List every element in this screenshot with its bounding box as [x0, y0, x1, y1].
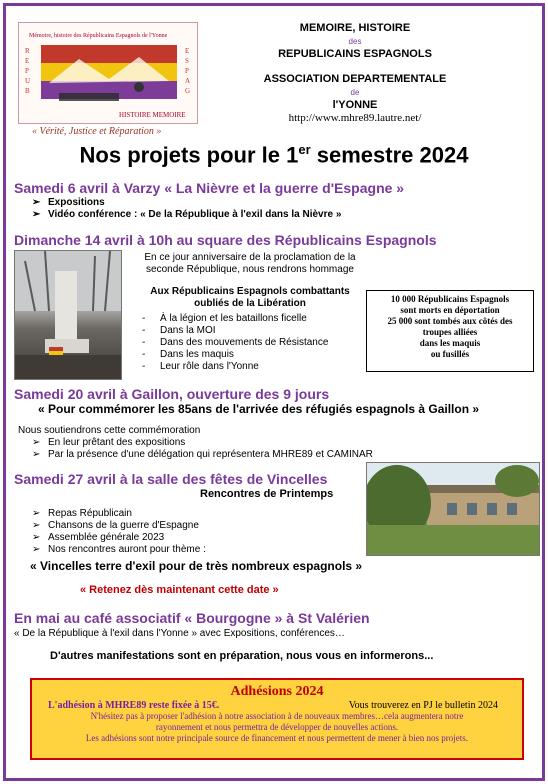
monument-photo: [14, 250, 122, 380]
svg-text:B: B: [25, 87, 30, 95]
event3-list: [32, 437, 373, 461]
event5-text: « De la République à l'exil dans l'Yonne » avec Expositions, conférences…: [14, 628, 345, 639]
list-item: - Dans les maquis: [138, 349, 328, 361]
list-item: - Dans des mouvements de Résistance: [138, 337, 328, 349]
association-header: [230, 22, 480, 125]
page-title: Nos projets pour le 1er semestre 2024: [79, 142, 469, 168]
svg-text:S: S: [185, 57, 189, 65]
list-item: ➢ Assemblée générale 2023: [32, 532, 206, 544]
statistics-box: 10 000 Républicains Espagnols sont morts en déportation 25 000 sont tombés aux côtés des troupes alliées dans les maquis ou fusillés: [366, 290, 534, 372]
list-item: ➢ Nos rencontres auront pour thème :: [32, 544, 206, 556]
event2-list: [138, 313, 328, 373]
event4-heading: Samedi 27 avril à la salle des fêtes de Vincelles: [14, 471, 328, 487]
website-link[interactable]: http://www.mhre89.lautre.net/: [288, 112, 422, 124]
header-line3: REPUBLICAINS ESPAGNOLS: [278, 48, 432, 60]
event2-heading: Dimanche 14 avril à 10h au square des Républicains Espagnols: [14, 232, 437, 248]
svg-text:U: U: [25, 77, 31, 85]
svg-text:P: P: [25, 67, 29, 75]
closing-note: D'autres manifestations sont en préparation, nous vous en informerons...: [50, 650, 434, 662]
vincelles-hall-photo: [366, 462, 540, 556]
event3-intro: Nous soutiendrons cette commémoration: [18, 425, 201, 436]
list-item: ➢ Vidéo conférence : « De la République à l'exil dans la Nièvre »: [32, 209, 341, 221]
list-item: - Leur rôle dans l'Yonne: [138, 361, 328, 373]
logo-top-text: Mémoire, histoire des Républicains Espagnols de l'Yonne: [29, 33, 168, 39]
logo-illustration: [19, 23, 198, 124]
membership-text-3: Les adhésions sont notre principale source de financement et nous permettent de mener à bien nos projets.: [85, 733, 469, 743]
list-item: ➢ Expositions: [32, 197, 341, 209]
header-line4: ASSOCIATION DEPARTEMENTALE: [263, 73, 447, 85]
list-item: - Dans la MOI: [138, 325, 328, 337]
logo-bottom-text: HISTOIRE MEMOIRE: [119, 111, 186, 119]
svg-text:P: P: [185, 67, 189, 75]
membership-box: [30, 678, 524, 760]
logo-left-vertical: R: [25, 47, 30, 55]
header-line2: des: [348, 37, 362, 46]
svg-text:E: E: [25, 57, 30, 65]
event2-subheading: Aux Républicains Espagnols combattants oubliés de la Libération: [150, 286, 350, 309]
event5-heading: En mai au café associatif « Bourgogne » à St Valérien: [14, 610, 370, 626]
event1-list: [32, 197, 341, 221]
membership-fee-line: L'adhésion à MHRE89 reste fixée à 15€. Vous trouverez en PJ le bulletin 2024: [48, 700, 498, 711]
association-logo: [18, 22, 198, 124]
list-item: ➢ Chansons de la guerre d'Espagne: [32, 520, 206, 532]
list-item: - À la légion et les bataillons ficelle: [138, 313, 328, 325]
list-item: ➢ En leur prêtant des expositions: [32, 437, 373, 449]
event4-subheading: Rencontres de Printemps: [200, 488, 334, 500]
motto: « Vérité, Justice et Réparation »: [32, 126, 162, 137]
list-item: ➢ Par la présence d'une délégation qui représentera MHRE89 et CAMINAR: [32, 449, 373, 461]
svg-text:G: G: [185, 87, 191, 95]
event3-heading: Samedi 20 avril à Gaillon, ouverture des 9 jours: [14, 386, 330, 402]
event4-theme: « Vincelles terre d'exil pour de très nombreux espagnols »: [30, 559, 363, 573]
svg-text:A: A: [185, 77, 191, 85]
header-line6: l'YONNE: [332, 99, 378, 111]
header-line1: MEMOIRE, HISTOIRE: [299, 22, 411, 34]
logo-right-vertical: E: [185, 47, 190, 55]
save-the-date: « Retenez dès maintenant cette date »: [80, 584, 279, 596]
membership-title: Adhésions 2024: [230, 684, 324, 699]
event4-list: [32, 508, 206, 556]
event1-heading: Samedi 6 avril à Varzy « La Nièvre et la guerre d'Espagne »: [14, 180, 405, 196]
membership-text-1: N'hésitez pas à proposer l'adhésion à notre association à de nouveaux membres…cela augmentera notre: [90, 711, 464, 721]
list-item: ➢ Repas Républicain: [32, 508, 206, 520]
event3-quote: « Pour commémorer les 85ans de l'arrivée des réfugiés espagnols à Gaillon »: [38, 402, 480, 416]
header-line5: de: [350, 88, 360, 97]
membership-text-2: rayonnement et nous permettra de développer de nouvelles actions.: [155, 722, 399, 732]
event2-intro: En ce jour anniversaire de la proclamation de la seconde République, nous rendrons hommage: [144, 252, 356, 275]
